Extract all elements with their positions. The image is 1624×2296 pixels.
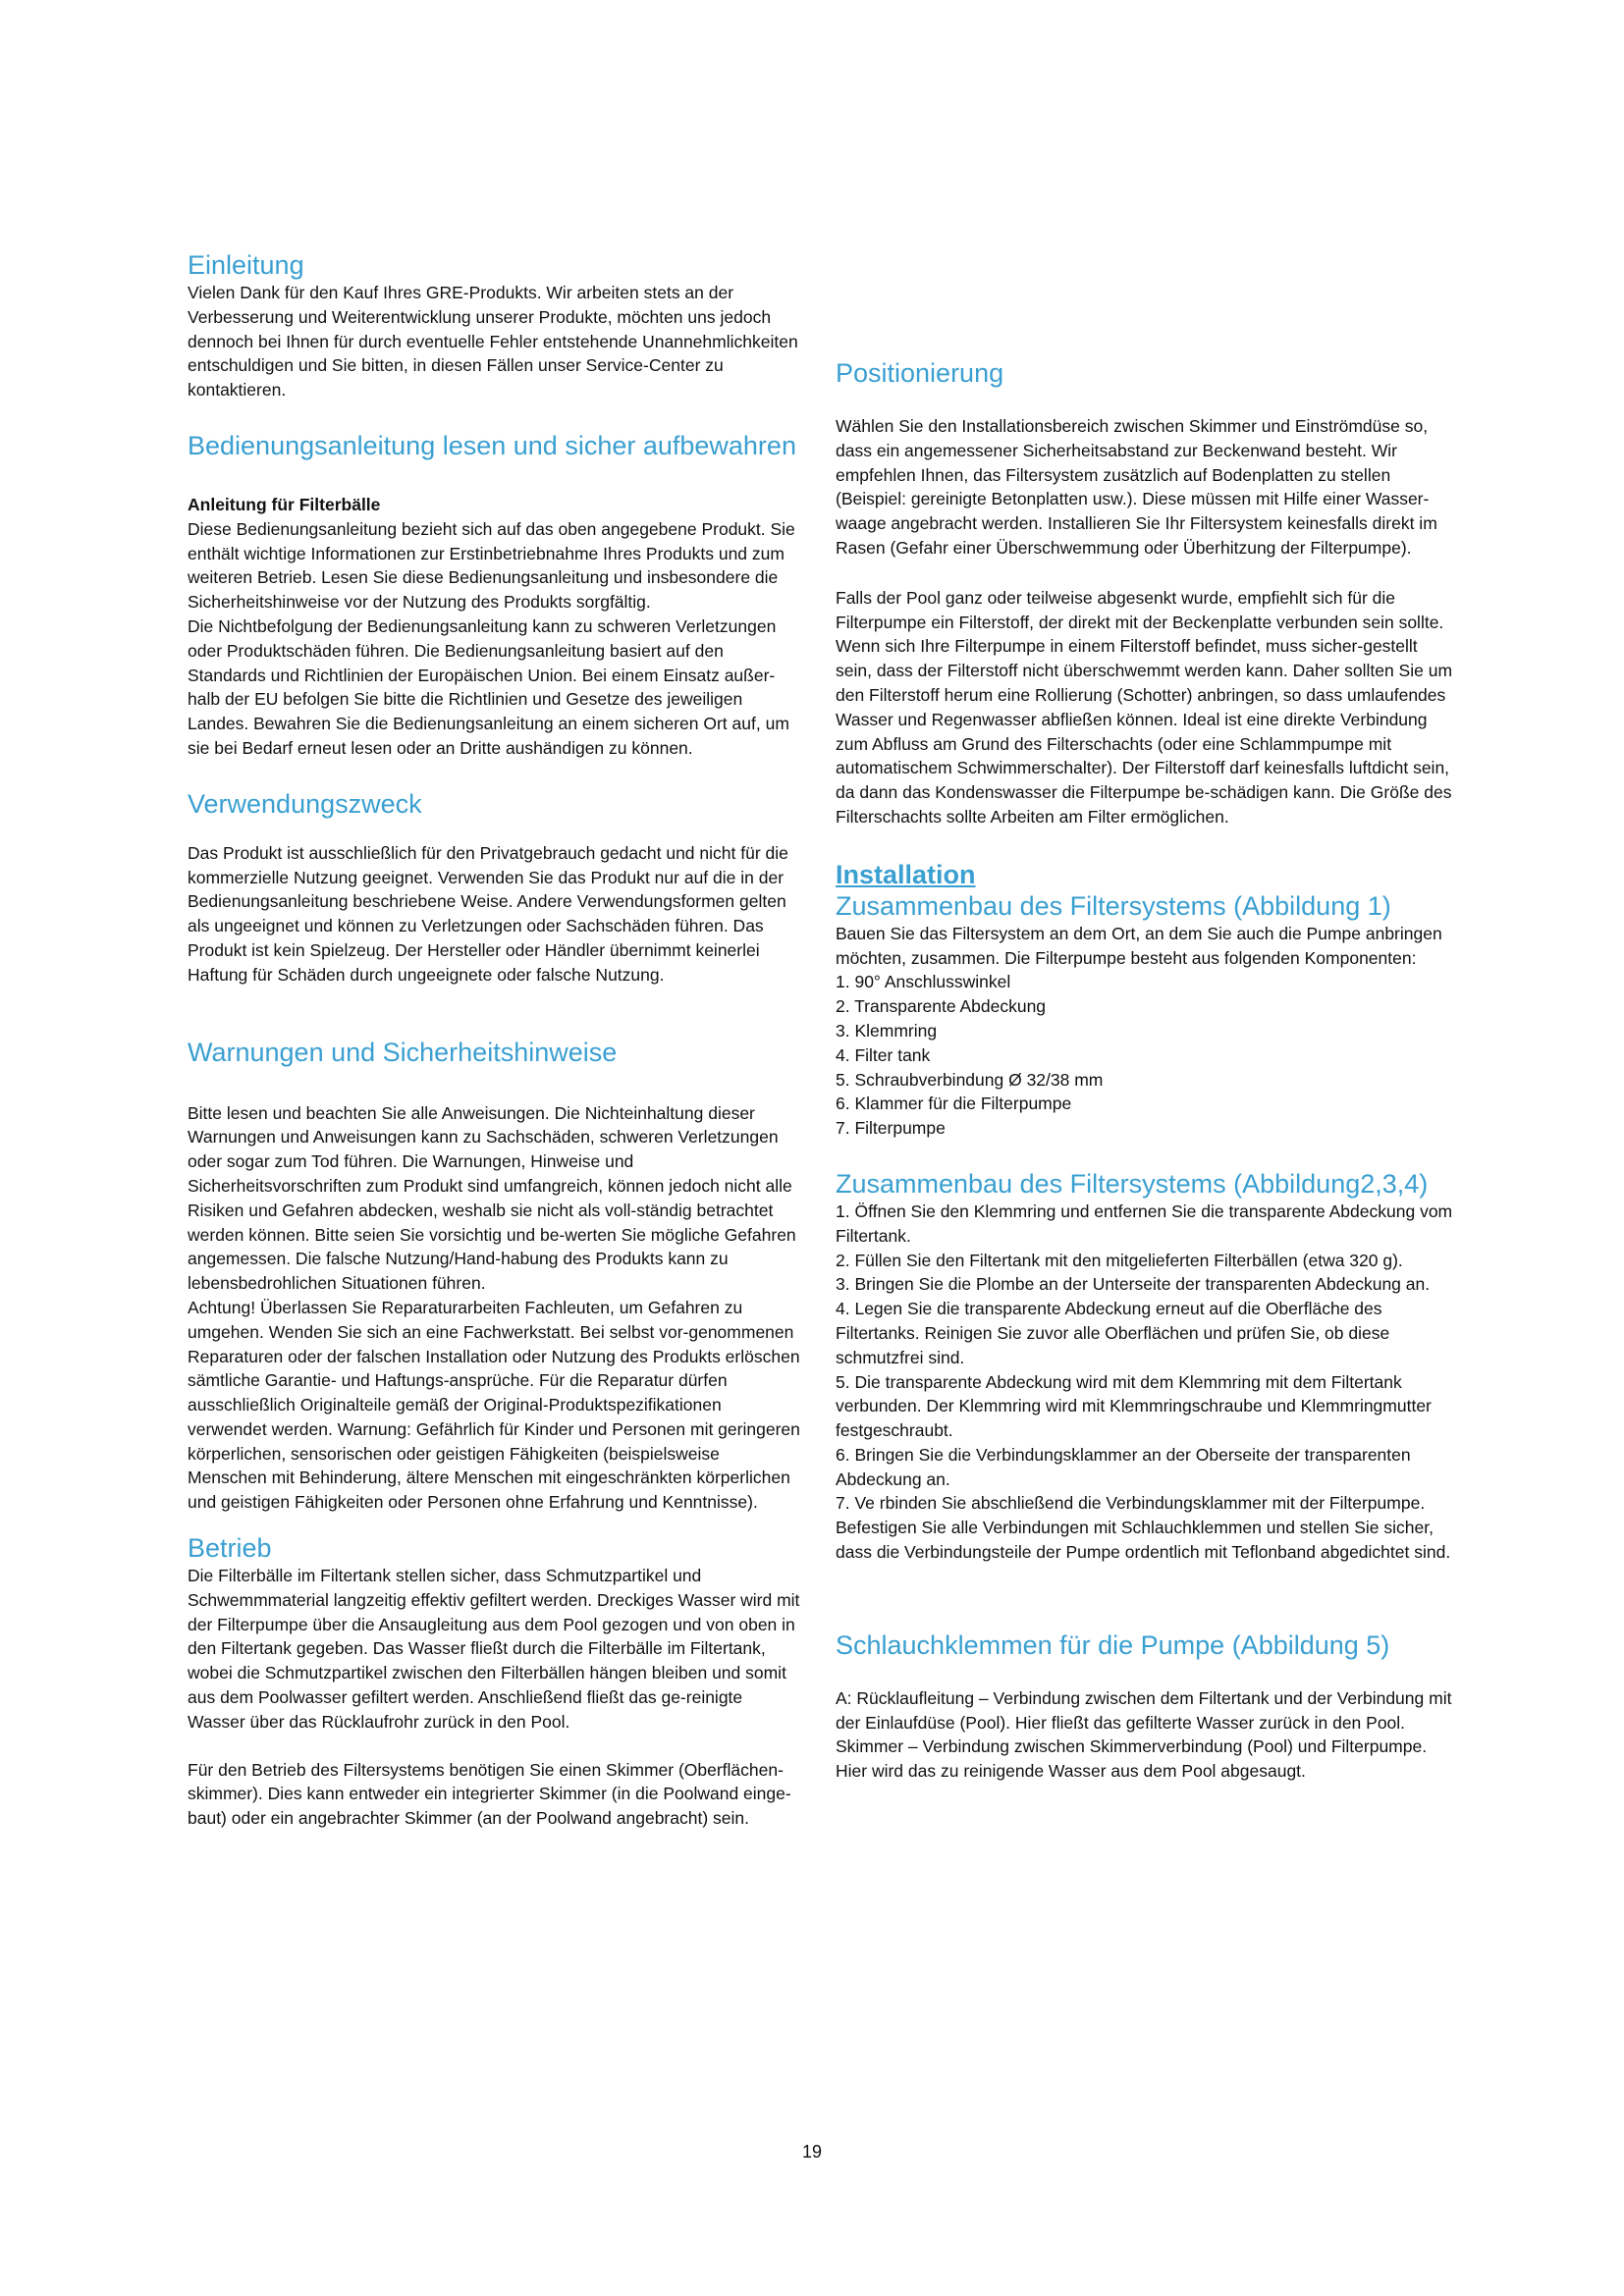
- paragraph-betrieb-1: Die Filterbälle im Filtertank stellen sicher, dass Schmutzpartikel und Schwemmmaterial langzeitig effektiv gefiltert werden. Dreckiges Wasser wird mit der Filterpumpe über die Ansaugleitung aus dem Pool gezogen und von oben in den Filtertank gegeben. Das Wasser fließt durch die Filterbälle im Filtertank, wobei die Schmutzpartikel zwischen den Filterbällen hängen bleiben und somit aus dem Poolwasser gefiltert werden. Anschließend fließt das ge-reinigte Wasser über das Rücklaufrohr zurück in den Pool.: [188, 1566, 800, 1732]
- heading-anleitung: Bedienungsanleitung lesen und sicher aufbewahren: [188, 430, 796, 460]
- list-item: 7. Filterpumpe: [836, 1118, 946, 1139]
- paragraph-positionierung-2: Falls der Pool ganz oder teilweise abgesenkt wurde, empfiehlt sich für die Filterpumpe ein Filterstoff, der direkt mit der Beckenplatte verbunden sein sollte. Wenn sich Ihre Filterpumpe in einem Filterstoff befindet, muss sicher-gestellt sein, dass der Filterstoff nicht überschwemmt werden kann. Daher sollten Sie um den Filterstoff herum eine Rollierung (Schotter) anbringen, so dass umlaufendes Wasser und Regenwasser abfließen können. Ideal ist eine direkte Verbindung zum Abfluss am Grund des Filterschachts (oder eine Schlammpumpe mit automatischem Schwimmerschalter). Der Filterstoff darf keinesfalls luftdicht sein, da dann das Kondenswasser die Filterpumpe be-schädigen kann. Die Größe des Filterschachts sollte Arbeiten am Filter ermöglichen.: [836, 587, 1453, 827]
- heading-zusammenbau-1: Zusammenbau des Filtersystems (Abbildung 1): [836, 890, 1391, 921]
- paragraph-schlauch-1: A: Rücklaufleitung – Verbindung zwischen dem Filtertank und der Verbindung mit der Einlaufdüse (Pool). Hier fließt das gefilterte Wasser zurück in den Pool.: [836, 1687, 1452, 1733]
- list-item: 2. Transparente Abdeckung: [836, 996, 1047, 1017]
- heading-installation: Installation: [836, 859, 976, 889]
- list-item: 5. Die transparente Abdeckung wird mit dem Klemmring mit dem Filtertank verbunden. Der Klemmring wird mit Klemmringschraube und Klemmringmutter festgeschraubt.: [836, 1371, 1432, 1441]
- paragraph-positionierung-1: Wählen Sie den Installationsbereich zwischen Skimmer und Einströmdüse so, dass ein angemessener Sicherheitsabstand zur Beckenwand besteht. Wir empfehlen Ihnen, das Filtersystem zusätzlich auf Bodenplatten zu stellen (Beispiel: gereinigte Betonplatten usw.). Diese müssen mit Hilfe einer Wasser-waage angebracht werden. Installieren Sie Ihr Filtersystem keinesfalls direkt im Rasen (Gefahr einer Überschwemmung oder Überhitzung der Filterpumpe).: [836, 416, 1437, 558]
- paragraph-warnungen-2: Achtung! Überlassen Sie Reparaturarbeiten Fachleuten, um Gefahren zu umgehen. Wenden Sie sich an eine Fachwerkstatt. Bei selbst vor-genommenen Reparaturen oder der falschen Installation oder Nutzung des Produkts erlöschen sämtliche Garantie- und Haftungs-ansprüche. Für die Reparatur dürfen ausschließlich Originalteile gemäß der Original-Produktspezifikationen verwendet werden. Warnung: Gefährlich für Kinder und Personen mit geringeren körperlichen, sensorischen oder geistigen Fähigkeiten (beispielsweise Menschen mit Behinderung, ältere Menschen mit eingeschränkten körperlichen und geistigen Fähigkeiten oder Personen ohne Erfahrung und Kenntnisse).: [188, 1297, 800, 1513]
- list-item: 1. Öffnen Sie den Klemmring und entfernen Sie die transparente Abdeckung vom Filtertank.: [836, 1201, 1453, 1246]
- paragraph-verwendungszweck: Das Produkt ist ausschließlich für den Privatgebrauch gedacht und nicht für die kommerzielle Nutzung geeignet. Verwenden Sie das Produkt nur auf die in der Bedienungsanleitung beschriebene Weise. Andere Verwendungsformen gelten als ungeeignet und können zu Verletzungen oder Sachschäden führen. Das Produkt ist kein Spielzeug. Der Hersteller oder Händler übernimmt keinerlei Haftung für Schäden durch ungeeignete oder falsche Nutzung.: [188, 842, 788, 985]
- list-item: 7. Ve rbinden Sie abschließend die Verbindungsklammer mit der Filterpumpe. Befestigen Sie alle Verbindungen mit Schlauchklemmen und stellen Sie sicher, dass die Verbindungsteile der Pumpe ordentlich mit Teflonband abgedichtet sind.: [836, 1493, 1451, 1563]
- left-column: [188, 249, 801, 1831]
- list-item: 4. Legen Sie die transparente Abdeckung erneut auf die Oberfläche des Filtertanks. Reinigen Sie zuvor alle Oberflächen und prüfen Sie, ob diese schmutzfrei sind.: [836, 1299, 1390, 1367]
- paragraph-einleitung: Vielen Dank für den Kauf Ihres GRE-Produkts. Wir arbeiten stets an der Verbesserung und Weiterentwicklung unserer Produkte, möchten uns jedoch dennoch bei Ihnen für durch eventuelle Fehler entstehende Unannehmlichkeiten entschuldigen und Sie bitten, in diesen Fällen unser Service-Center zu kontaktieren.: [188, 283, 798, 400]
- paragraph-schlauch-2: Skimmer – Verbindung zwischen Skimmerverbindung (Pool) und Filterpumpe. Hier wird das zu reinigende Wasser aus dem Pool abgesaugt.: [836, 1736, 1428, 1782]
- paragraph-anleitung-1: Diese Bedienungsanleitung bezieht sich auf das oben angegebene Produkt. Sie enthält wichtige Informationen zur Erstinbetriebnahme Ihres Produkts und zum weiteren Betrieb. Lesen Sie diese Bedienungsanleitung und insbesondere die Sicherheitshinweise vor der Nutzung des Produkts sorgfältig.: [188, 518, 795, 613]
- paragraph-warnungen-1: Bitte lesen und beachten Sie alle Anweisungen. Die Nichteinhaltung dieser Warnungen und Anweisungen kann zu Sachschäden, schweren Verletzungen oder sogar zum Tod führen. Die Warnungen, Hinweise und Sicherheitsvorschriften zum Produkt sind umfangreich, können jedoch nicht alle Risiken und Gefahren abdecken, weshalb sie nicht als voll-ständig betrachtet werden können. Bitte seien Sie vorsichtig und be-werten Sie mögliche Gefahren angemessen. Die falsche Nutzung/Hand-habung des Produkts kann zu lebensbedrohlichen Situationen führen.: [188, 1102, 796, 1294]
- step-list: [836, 1200, 1454, 1565]
- list-item: 2. Füllen Sie den Filtertank mit den mitgelieferten Filterbällen (etwa 320 g).: [836, 1250, 1403, 1270]
- list-item: 6. Bringen Sie die Verbindungsklammer an der Oberseite der transparenten Abdeckung an.: [836, 1444, 1411, 1489]
- paragraph-betrieb-2: Für den Betrieb des Filtersystems benötigen Sie einen Skimmer (Oberflächen-skimmer). Dies kann entweder ein integrierter Skimmer (in die Poolwand einge-baut) oder ein angebrachter Skimmer (an der Poolwand angebracht) sein.: [188, 1759, 791, 1829]
- heading-warnungen: Warnungen und Sicherheitshinweise: [188, 1037, 618, 1067]
- subheading-filterbaelle: Anleitung für Filterbälle: [188, 494, 381, 514]
- heading-positionierung: Positionierung: [836, 358, 1004, 388]
- page-number: 19: [801, 2142, 823, 2162]
- right-column: [836, 357, 1454, 1784]
- list-item: 4. Filter tank: [836, 1044, 931, 1065]
- paragraph-installation-intro: Bauen Sie das Filtersystem an dem Ort, an dem Sie auch die Pumpe anbringen möchten, zusammen. Die Filterpumpe besteht aus folgenden Komponenten:: [836, 923, 1442, 968]
- list-item: 3. Klemmring: [836, 1020, 938, 1041]
- list-item: 3. Bringen Sie die Plombe an der Unterseite der transparenten Abdeckung an.: [836, 1274, 1431, 1295]
- heading-einleitung: Einleitung: [188, 250, 304, 280]
- list-item: 6. Klammer für die Filterpumpe: [836, 1094, 1072, 1114]
- heading-verwendungszweck: Verwendungszweck: [188, 788, 422, 819]
- heading-zusammenbau-2: Zusammenbau des Filtersystems (Abbildung2,3,4): [836, 1168, 1429, 1199]
- heading-schlauchklemmen: Schlauchklemmen für die Pumpe (Abbildung 5): [836, 1629, 1390, 1660]
- heading-betrieb: Betrieb: [188, 1533, 272, 1564]
- component-list: [836, 970, 1454, 1141]
- list-item: 5. Schraubverbindung Ø 32/38 mm: [836, 1069, 1104, 1090]
- list-item: 1. 90° Anschlusswinkel: [836, 972, 1011, 992]
- paragraph-anleitung-2: Die Nichtbefolgung der Bedienungsanleitung kann zu schweren Verletzungen oder Produktschäden führen. Die Bedienungsanleitung basiert auf den Standards und Richtlinien der Europäischen Union. Bei einem Einsatz außer-halb der EU befolgen Sie bitte die Richtlinien und Gesetze des jeweiligen Landes. Bewahren Sie die Bedienungsanleitung an einem sicheren Ort auf, um sie bei Bedarf erneut lesen oder an Dritte aushändigen zu können.: [188, 615, 789, 758]
